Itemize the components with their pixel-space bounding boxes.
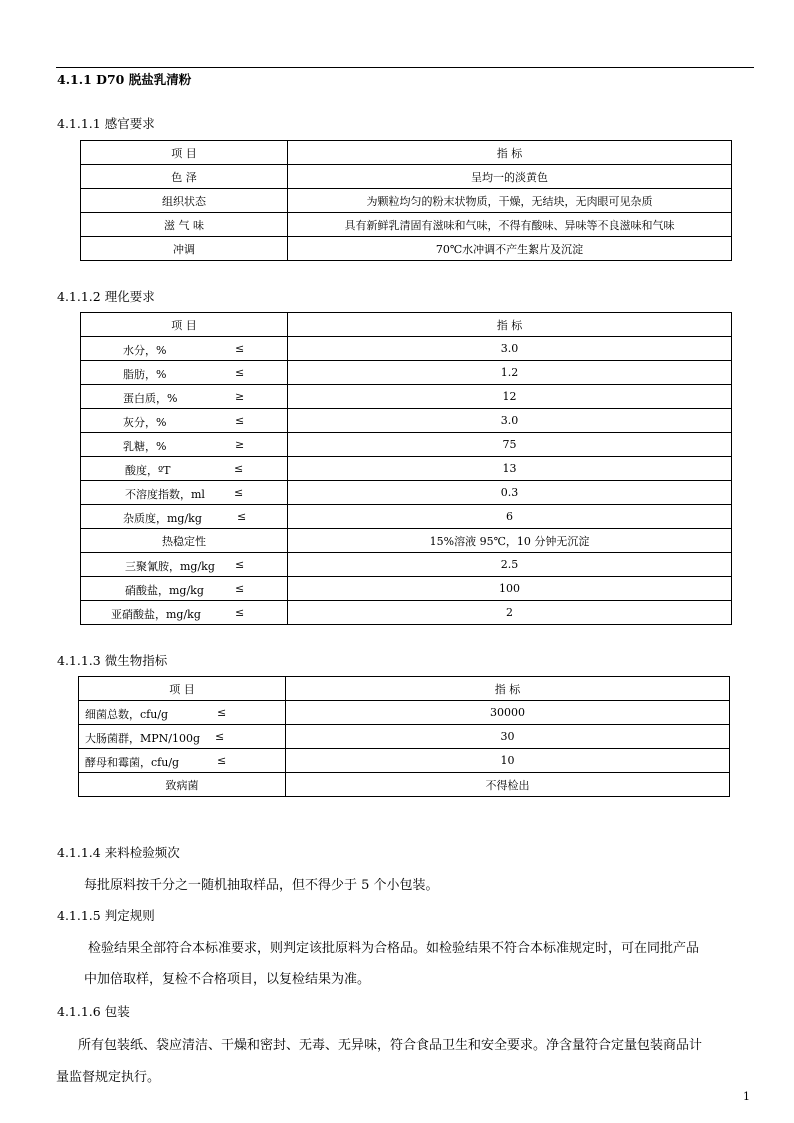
table-row [81,165,732,189]
row-value: 75 [288,433,732,457]
physchem-heading: 4.1.1.2 理化要求 [57,289,155,304]
header-item: 项 目 [81,141,288,165]
row-item: 亚硝酸盐，mg/kg [111,608,201,621]
table-row [81,361,732,385]
table-row [79,725,730,749]
table-row [81,529,732,553]
table-row [81,457,732,481]
table-row [81,505,732,529]
table-row [79,701,730,725]
sensory-table [80,140,732,261]
header-indicator: 指 标 [286,677,730,701]
header-rule [56,67,754,68]
comparison-symbol: ≤ [234,486,244,499]
packaging-text-line1: 所有包装纸、袋应清洁、干燥和密封、无毒、无异味，符合食品卫生和安全要求。净含量符合定量包装商品计 [78,1038,703,1053]
judgement-text-line2: 中加倍取样，复检不合格项目，以复检结果为准。 [84,972,371,987]
row-item: 硝酸盐，mg/kg [125,584,204,597]
table-row [81,601,732,625]
row-value: 具有新鲜乳清固有滋味和气味，不得有酸味、异味等不良滋味和气味 [288,213,732,237]
table-header-row [81,313,732,337]
row-value: 6 [288,505,732,529]
row-value: 呈均一的淡黄色 [288,165,732,189]
row-item: 酸度，ºT [125,464,171,477]
table-header-row [81,141,732,165]
row-item: 酵母和霉菌，cfu/g [85,756,180,769]
micro-table [78,676,730,797]
row-value: 3.0 [288,409,732,433]
header-item: 项 目 [81,313,288,337]
table-row [81,481,732,505]
judgement-text-line1: 检验结果全部符合本标准要求，则判定该批原料为合格品。如检验结果不符合本标准规定时，可在同批产品 [88,941,700,956]
row-item: 滋 气 味 [81,213,288,237]
row-item: 灰分，% [123,416,167,429]
row-item: 组织状态 [81,189,288,213]
table-row [81,409,732,433]
header-indicator: 指 标 [288,141,732,165]
row-item: 水分，% [123,344,167,357]
row-value: 30 [286,725,730,749]
table-header-row [79,677,730,701]
packaging-text-line2: 量监督规定执行。 [56,1070,161,1085]
frequency-heading: 4.1.1.4 来料检验频次 [57,845,180,860]
table-row [81,237,732,261]
section-title: 4.1.1 D70 脱盐乳清粉 [57,72,192,87]
row-item: 色 泽 [81,165,288,189]
sensory-heading: 4.1.1.1 感官要求 [57,116,155,131]
comparison-symbol: ≤ [235,366,245,379]
row-value: 100 [288,577,732,601]
comparison-symbol: ≤ [235,558,245,571]
row-item: 三聚氰胺，mg/kg [125,560,215,573]
frequency-text: 每批原料按千分之一随机抽取样品，但不得少于 5 个小包装。 [84,878,439,893]
row-item: 细菌总数，cfu/g [85,708,169,721]
header-item: 项 目 [79,677,286,701]
row-item: 蛋白质，% [123,392,178,405]
comparison-symbol: ≤ [235,606,245,619]
row-value: 1.2 [288,361,732,385]
table-row [79,773,730,797]
row-item: 杂质度，mg/kg [123,512,202,525]
row-value: 不得检出 [286,773,730,797]
row-item: 不溶度指数，ml [125,488,205,501]
physchem-table [80,312,732,625]
comparison-symbol: ≤ [235,342,245,355]
comparison-symbol: ≤ [235,414,245,427]
table-row [81,433,732,457]
header-indicator: 指 标 [288,313,732,337]
row-value: 30000 [286,701,730,725]
page-number: 1 [743,1090,750,1103]
table-row [81,553,732,577]
row-value: 13 [288,457,732,481]
table-row [79,749,730,773]
row-item: 热稳定性 [81,529,288,553]
row-value: 2.5 [288,553,732,577]
comparison-symbol: ≤ [234,462,244,475]
table-row [81,189,732,213]
row-value: 0.3 [288,481,732,505]
row-item: 大肠菌群，MPN/100g [85,732,201,745]
row-value: 2 [288,601,732,625]
comparison-symbol: ≤ [235,582,245,595]
row-value: 15%溶液 95℃，10 分钟无沉淀 [288,529,732,553]
table-row [81,385,732,409]
comparison-symbol: ≥ [235,438,245,451]
comparison-symbol: ≥ [235,390,245,403]
table-row [81,213,732,237]
row-value: 为颗粒均匀的粉末状物质，干燥，无结块，无肉眼可见杂质 [288,189,732,213]
row-item: 致病菌 [79,773,286,797]
row-item: 脂肪，% [123,368,167,381]
comparison-symbol: ≤ [215,730,225,743]
comparison-symbol: ≤ [217,706,227,719]
row-item: 冲调 [81,237,288,261]
comparison-symbol: ≤ [237,510,247,523]
row-item: 乳糖，% [123,440,167,453]
table-row [81,577,732,601]
row-value: 3.0 [288,337,732,361]
packaging-heading: 4.1.1.6 包装 [57,1004,130,1019]
comparison-symbol: ≤ [217,754,227,767]
judgement-heading: 4.1.1.5 判定规则 [57,908,155,923]
micro-heading: 4.1.1.3 微生物指标 [57,653,168,668]
row-value: 10 [286,749,730,773]
row-value: 70℃水冲调不产生絮片及沉淀 [288,237,732,261]
table-row [81,337,732,361]
row-value: 12 [288,385,732,409]
